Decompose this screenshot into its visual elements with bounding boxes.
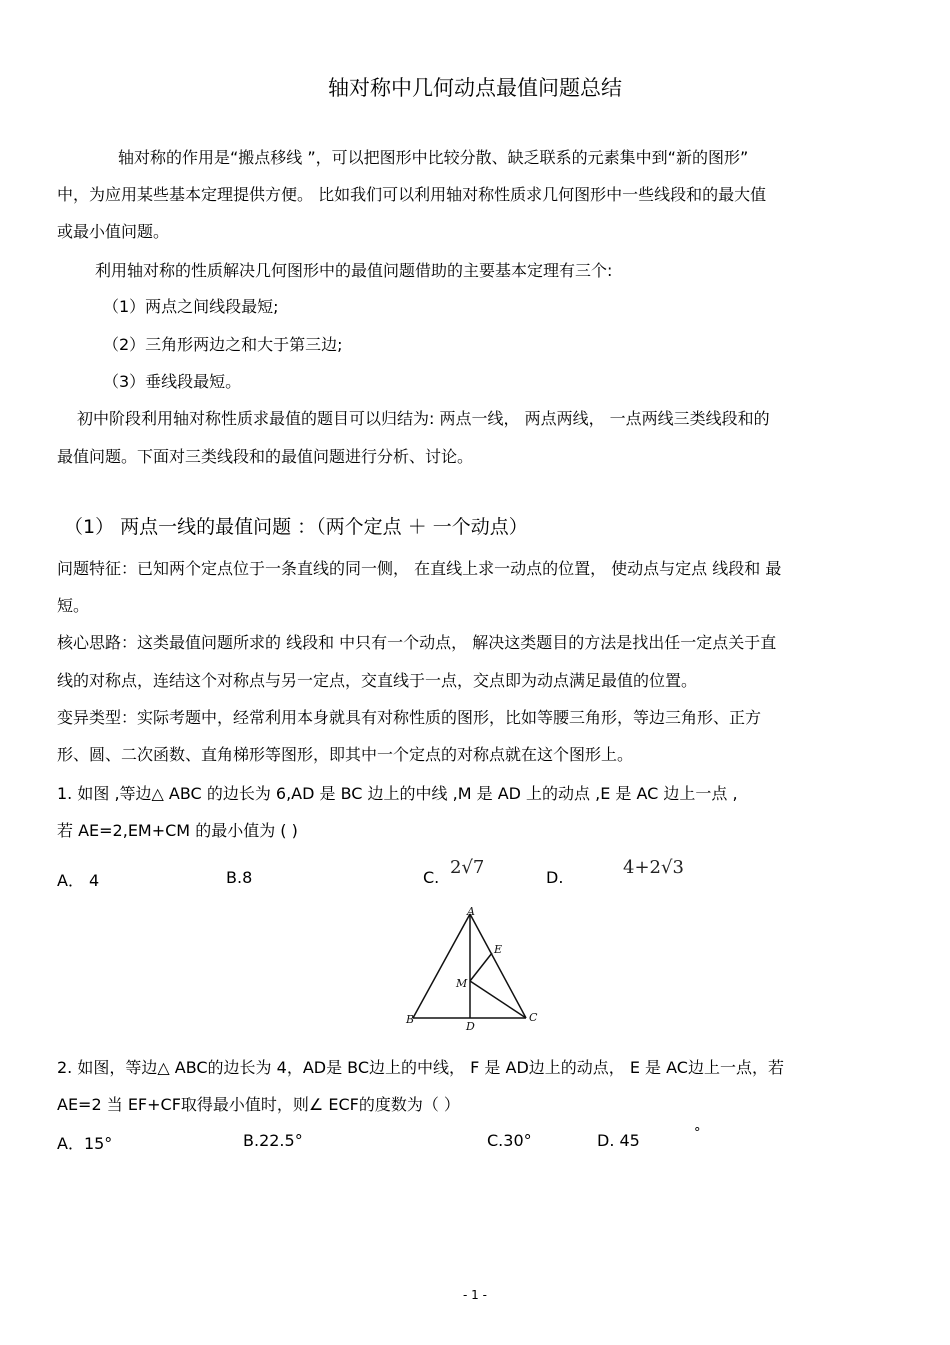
intro-line-5: 初中阶段利用轴对称性质求最值的题目可以归结为: 两点一线， 两点两线， 一点两线三类线段和的: [77, 409, 770, 428]
question-2-option-d: D. 45: [597, 1131, 640, 1150]
variant-line-1: 变异类型：实际考题中，经常利用本身就具有对称性质的图形，比如等腰三角形，等边三角形、正方: [57, 708, 762, 727]
question-1-option-c-value: 2√7: [450, 857, 485, 878]
segment-mc: [470, 981, 526, 1018]
question-1-line-2: 若 AE=2,EM+CM 的最小值为 ( ): [57, 821, 298, 840]
question-1-option-a: A． 4: [57, 871, 100, 890]
intro-line-1: 轴对称的作用是“搬点移线 ”，可以把图形中比较分散、缺乏联系的元素集中到“新的图形”: [118, 148, 749, 167]
feature-line-2: 短。: [57, 596, 90, 615]
theorem-2: （2）三角形两边之和大于第三边;: [103, 335, 343, 354]
label-m: M: [456, 977, 468, 990]
page-number: - 1 -: [463, 1288, 487, 1302]
section-heading: （1） 两点一线的最值问题 ：（两个定点 ＋ 一个动点）: [64, 516, 528, 538]
label-d: D: [466, 1020, 475, 1033]
question-1-line-1: 1. 如图 ,等边△ ABC 的边长为 6,AD 是 BC 边上的中线 ,M 是 AD 上的动点 ,E 是 AC 边上一点 ,: [57, 784, 738, 803]
side-ab: [413, 914, 470, 1018]
intro-line-2: 中，为应用某些基本定理提供方便。 比如我们可以利用轴对称性质求几何图形中一些线段和的最大值: [57, 185, 767, 204]
question-2-option-c: C.30°: [487, 1131, 532, 1150]
label-e: E: [494, 943, 503, 956]
question-2-option-a: A．15°: [57, 1134, 113, 1153]
label-b: B: [406, 1013, 415, 1026]
triangle-figure: [400, 903, 550, 1033]
intro-line-4: 利用轴对称的性质解决几何图形中的最值问题借助的主要基本定理有三个:: [95, 261, 613, 280]
segment-me: [470, 953, 492, 981]
side-ac: [470, 914, 526, 1018]
question-2-option-d-degree: °: [694, 1126, 701, 1141]
theorem-3: （3）垂线段最短。: [103, 372, 242, 391]
question-2-line-2: AE=2 当 EF+CF取得最小值时，则∠ ECF的度数为（ ）: [57, 1095, 460, 1114]
intro-line-3: 或最小值问题。: [57, 222, 170, 241]
core-idea-line-2: 线的对称点，连结这个对称点与另一定点，交直线于一点，交点即为动点满足最值的位置。: [57, 671, 698, 690]
theorem-1: （1）两点之间线段最短;: [103, 297, 279, 316]
question-1-option-d: D.: [546, 868, 564, 887]
question-1-option-c: C.: [423, 868, 440, 887]
intro-line-6: 最值问题。下面对三类线段和的最值问题进行分析、讨论。: [57, 447, 474, 466]
label-c: C: [529, 1011, 538, 1024]
variant-line-2: 形、圆、二次函数、直角梯形等图形，即其中一个定点的对称点就在这个图形上。: [57, 745, 634, 764]
core-idea-line-1: 核心思路：这类最值问题所求的 线段和 中只有一个动点， 解决这类题目的方法是找出任一定点关于直: [57, 633, 777, 652]
question-2-line-1: 2. 如图，等边△ ABC的边长为 4，AD是 BC边上的中线， F 是 AD边上的动点， E 是 AC边上一点，若: [57, 1058, 784, 1077]
question-1-option-b: B.8: [226, 868, 253, 887]
question-2-option-b: B.22.5°: [243, 1131, 303, 1150]
question-1-option-d-value: 4+2√3: [623, 857, 684, 878]
label-a: A: [467, 905, 475, 918]
document-title: 轴对称中几何动点最值问题总结: [328, 76, 622, 100]
feature-line-1: 问题特征：已知两个定点位于一条直线的同一侧， 在直线上求一动点的位置， 使动点与定点 线段和 最: [57, 559, 782, 578]
